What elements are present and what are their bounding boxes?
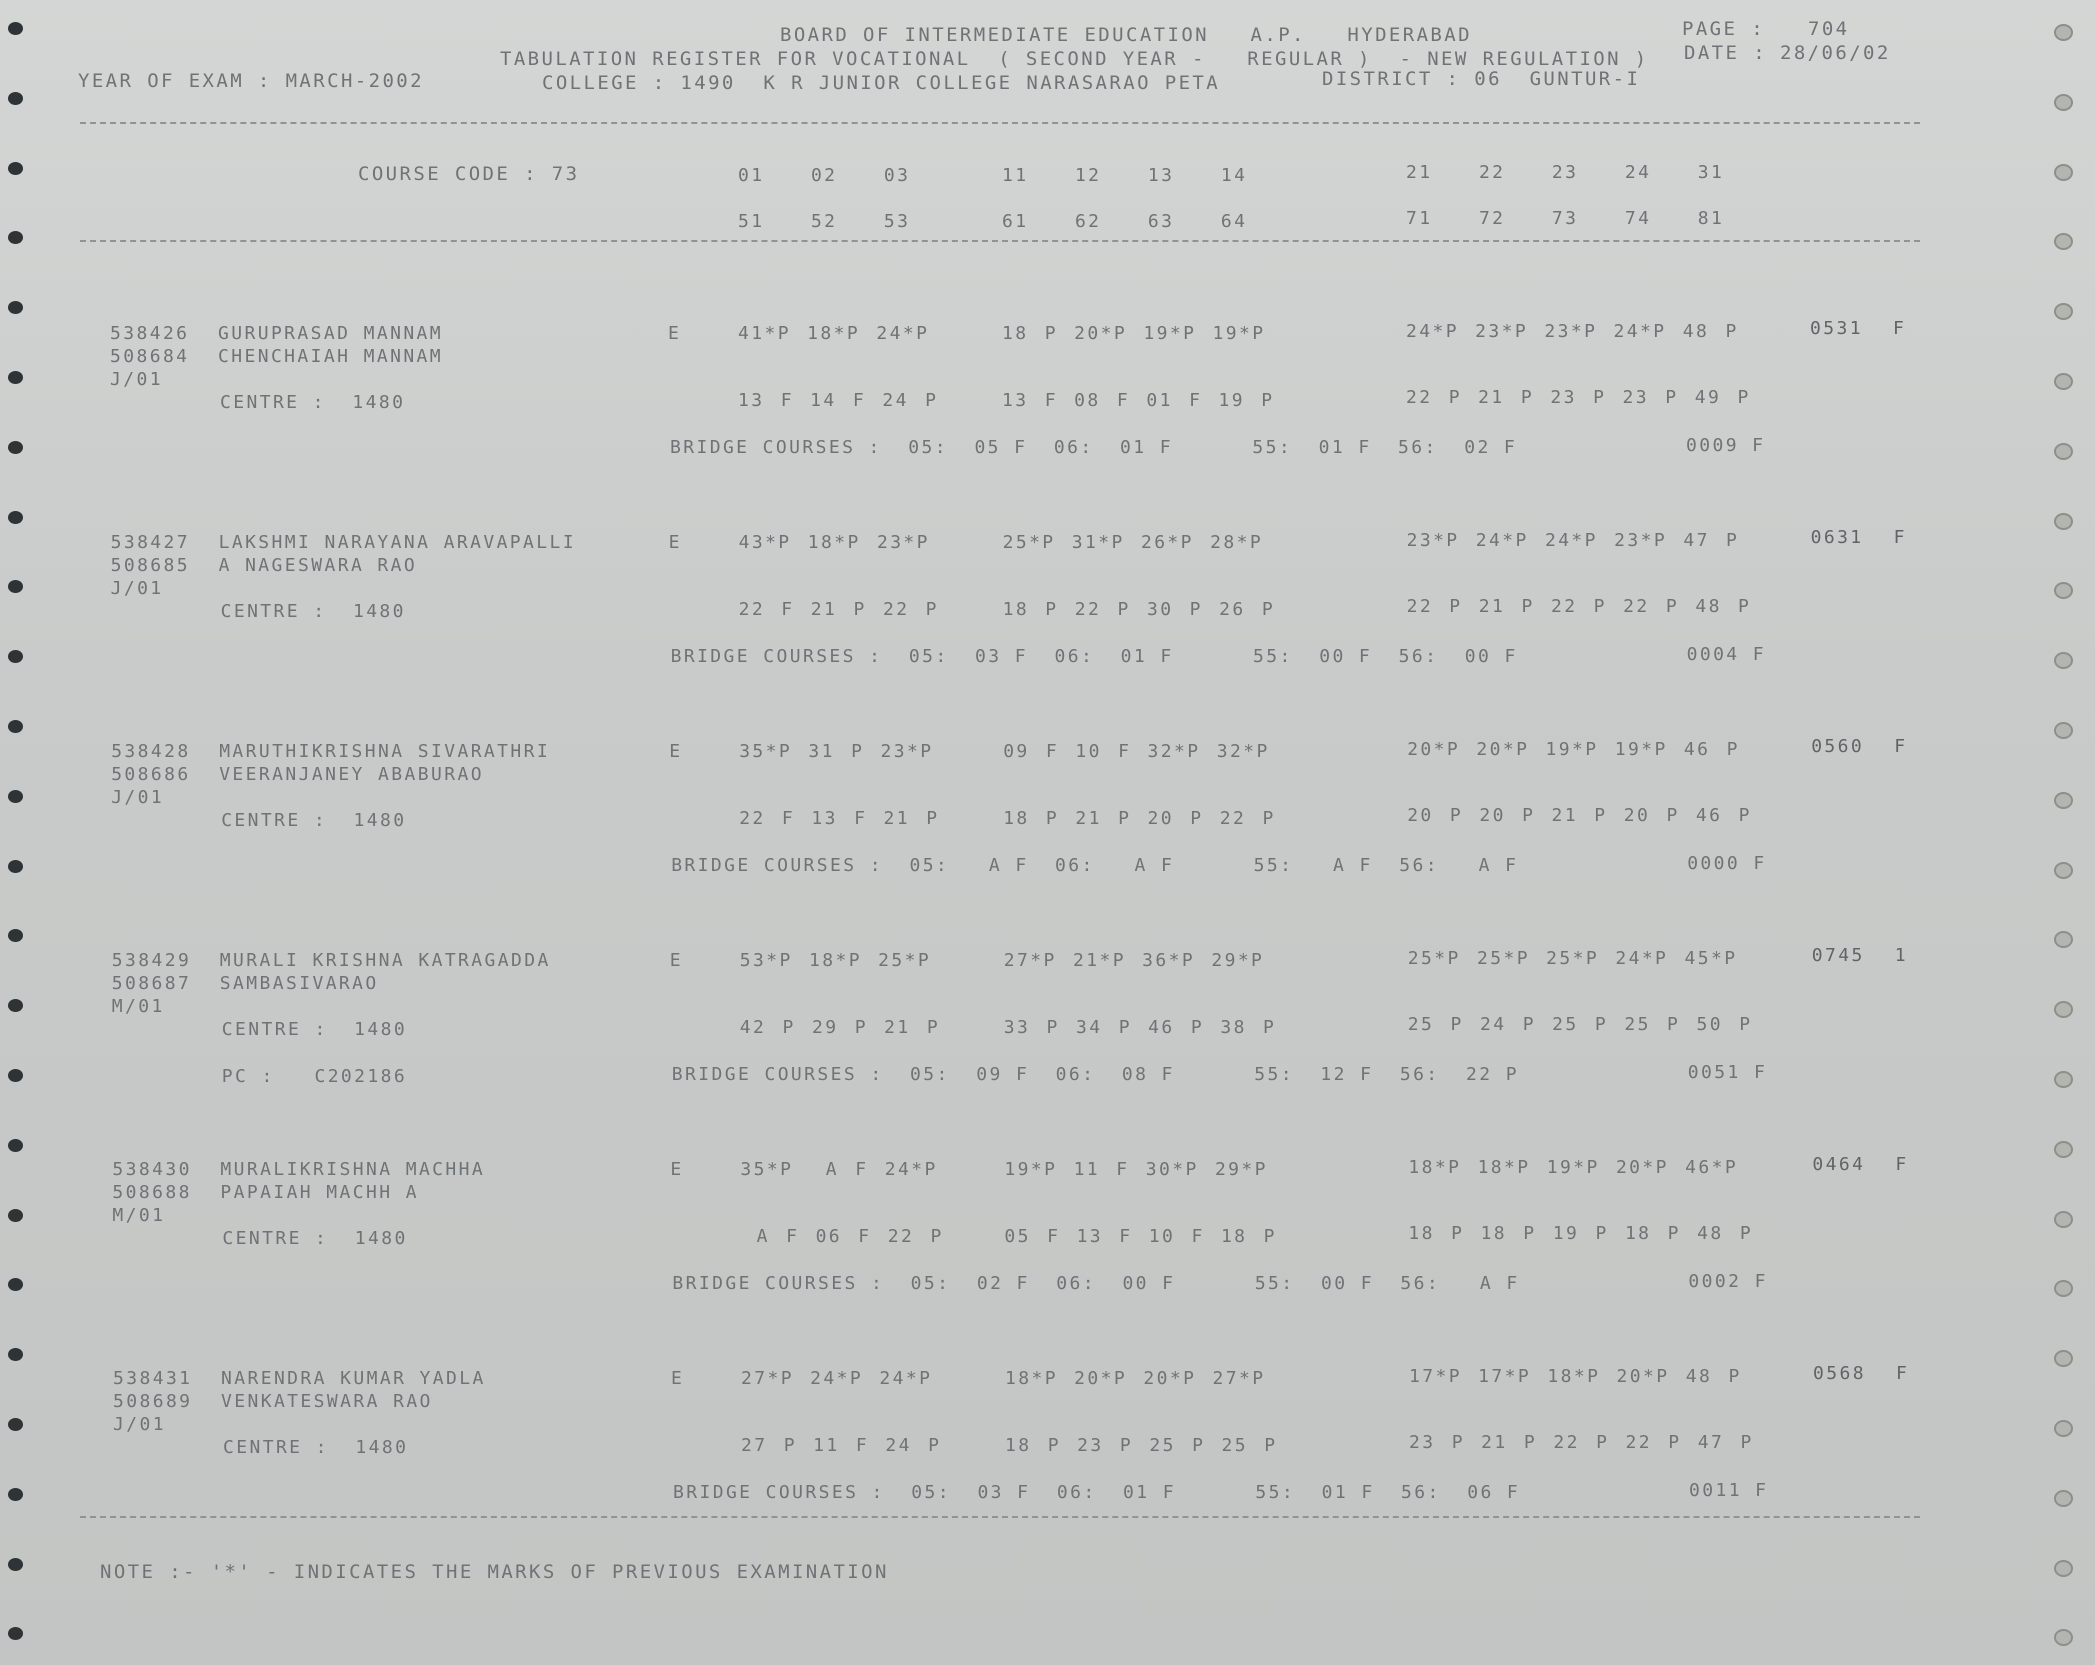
divider	[80, 240, 1920, 242]
marks-first-year-part3: 20*P 20*P 19*P 19*P 46 P	[1407, 739, 1740, 760]
result: F	[1896, 1363, 1910, 1384]
feed-hole	[8, 1488, 23, 1501]
feed-hole	[8, 231, 23, 244]
roll-number: 538428	[111, 741, 191, 762]
marks-second-year-part3: 20 P 20 P 21 P 20 P 46 P	[1407, 805, 1752, 826]
medium: E	[669, 741, 683, 762]
roll-number: 538427	[110, 532, 191, 553]
marks-first-year-part2: 27*P 21*P 36*P 29*P	[1003, 950, 1265, 971]
feed-hole	[2054, 1141, 2073, 1158]
date-label: DATE :	[1684, 42, 1768, 64]
footnote: NOTE :- '*' - INDICATES THE MARKS OF PREVIOUS EXAMINATION	[100, 1561, 889, 1583]
bridge-total: 0000 F	[1687, 853, 1767, 874]
marks-second-year-part2: 33 P 34 P 46 P 38 P	[1003, 1017, 1277, 1038]
roll-number: 538430	[112, 1159, 192, 1180]
bridge-courses: BRIDGE COURSES : 05: 05 F 06: 01 F 55: 01 F 56: 02 F	[670, 437, 1518, 458]
grand-total: 0631	[1810, 527, 1864, 548]
marks-second-year-part2: 18 P 22 P 30 P 26 P	[1002, 599, 1276, 620]
feed-hole	[2054, 373, 2073, 390]
medium: E	[668, 532, 682, 553]
feed-hole	[8, 790, 23, 803]
feed-hole	[8, 929, 23, 942]
feed-hole	[2054, 1629, 2073, 1646]
candidate-name: MURALI KRISHNA KATRAGADDA	[219, 950, 551, 971]
feed-hole	[2054, 303, 2073, 320]
centre: CENTRE : 1480	[222, 1228, 408, 1249]
bridge-courses: BRIDGE COURSES : 05: A F 06: A F 55: A F 56: A F	[671, 855, 1519, 876]
candidate-name: MURALIKRISHNA MACHHA	[220, 1159, 486, 1180]
result: 1	[1894, 945, 1909, 966]
exam-year: YEAR OF EXAM : MARCH-2002	[78, 70, 424, 92]
feed-hole	[2054, 1490, 2073, 1507]
father-name: PAPAIAH MACHH A	[220, 1182, 419, 1203]
feed-hole	[8, 1069, 23, 1082]
marks-first-year-part1: 41*P 18*P 24*P	[738, 323, 930, 344]
feed-hole	[2054, 1560, 2073, 1577]
feed-hole	[8, 92, 23, 105]
feed-hole	[8, 511, 23, 524]
page-number: 704	[1808, 18, 1850, 40]
feed-hole	[2054, 1280, 2073, 1297]
bridge-total: 0009 F	[1686, 435, 1766, 456]
page-label: PAGE :	[1682, 18, 1766, 40]
feed-hole	[2054, 24, 2073, 41]
registration-number: 508685	[110, 555, 191, 576]
feed-hole	[8, 371, 23, 384]
bridge-courses: BRIDGE COURSES : 05: 03 F 06: 01 F 55: 01 F 56: 06 F	[673, 1482, 1521, 1503]
feed-hole	[8, 999, 23, 1012]
group-code: J/01	[110, 369, 163, 390]
marks-second-year-part2: 13 F 08 F 01 F 19 P	[1002, 390, 1275, 411]
result: F	[1894, 736, 1908, 757]
marks-second-year-part3: 23 P 21 P 22 P 22 P 47 P	[1409, 1432, 1754, 1453]
marks-first-year-part1: 27*P 24*P 24*P	[741, 1368, 933, 1389]
marks-first-year-part3: 23*P 24*P 24*P 23*P 47 P	[1406, 530, 1740, 551]
marks-first-year-part1: 35*P 31 P 23*P	[739, 741, 934, 762]
bridge-total: 0051 F	[1687, 1062, 1768, 1083]
marks-first-year-part1: 43*P 18*P 23*P	[738, 532, 930, 553]
subject-codes-2c: 71 72 73 74 81	[1406, 208, 1725, 229]
group-code: M/01	[112, 1205, 166, 1226]
roll-number: 538426	[110, 323, 190, 344]
marks-first-year-part3: 17*P 17*P 18*P 20*P 48 P	[1409, 1366, 1742, 1387]
group-code: J/01	[111, 787, 165, 808]
marks-second-year-part2: 18 P 23 P 25 P 25 P	[1005, 1435, 1278, 1456]
group-code: J/01	[110, 578, 164, 599]
marks-second-year-part1: A F 06 F 22 P	[740, 1226, 944, 1247]
subject-codes-1b: 11 12 13 14	[1002, 165, 1248, 186]
feed-hole	[8, 650, 23, 663]
feed-hole	[2054, 1420, 2073, 1437]
divider	[80, 1516, 1920, 1518]
marks-first-year-part2: 18 P 20*P 19*P 19*P	[1002, 323, 1266, 344]
roll-number: 538431	[113, 1368, 193, 1389]
bridge-courses: BRIDGE COURSES : 05: 02 F 06: 00 F 55: 00 F 56: A F	[672, 1273, 1520, 1294]
feed-hole	[8, 1209, 23, 1222]
result: F	[1893, 527, 1907, 548]
divider	[80, 122, 1920, 124]
marks-first-year-part2: 19*P 11 F 30*P 29*P	[1004, 1159, 1268, 1180]
marks-second-year-part1: 22 F 13 F 21 P	[739, 808, 940, 829]
feed-hole	[8, 22, 23, 35]
registration-number: 508688	[112, 1182, 192, 1203]
centre: CENTRE : 1480	[221, 1019, 408, 1040]
candidate-name: GURUPRASAD MANNAM	[218, 323, 444, 344]
feed-hole	[2054, 931, 2073, 948]
candidate-name: NARENDRA KUMAR YADLA	[221, 1368, 486, 1389]
pc-number: PC : C202186	[221, 1066, 408, 1087]
group-code: J/01	[113, 1414, 166, 1435]
father-name: SAMBASIVARAO	[219, 973, 379, 994]
centre: CENTRE : 1480	[220, 601, 406, 622]
feed-hole	[2054, 233, 2073, 250]
feed-hole	[2054, 1350, 2073, 1367]
registration-number: 508686	[111, 764, 191, 785]
marks-first-year-part1: 53*P 18*P 25*P	[739, 950, 932, 971]
college-info: COLLEGE : 1490 K R JUNIOR COLLEGE NARASARAO PETA	[542, 72, 1221, 94]
subject-codes-1c: 21 22 23 24 31	[1406, 162, 1725, 183]
marks-second-year-part1: 22 F 21 P 22 P	[738, 599, 939, 620]
register-title: TABULATION REGISTER FOR VOCATIONAL ( SECOND YEAR - REGULAR ) - NEW REGULATION )	[500, 48, 1649, 70]
feed-hole	[2054, 862, 2073, 879]
marks-second-year-part3: 22 P 21 P 23 P 23 P 49 P	[1406, 387, 1751, 408]
marks-first-year-part2: 09 F 10 F 32*P 32*P	[1003, 741, 1270, 762]
subject-codes-2a: 51 52 53	[738, 211, 911, 232]
feed-hole	[8, 580, 23, 593]
marks-first-year-part1: 35*P A F 24*P	[740, 1159, 938, 1180]
bridge-total: 0004 F	[1686, 644, 1767, 665]
result: F	[1893, 318, 1907, 339]
feed-hole	[8, 860, 23, 873]
feed-hole	[8, 720, 23, 733]
marks-second-year-part1: 27 P 11 F 24 P	[741, 1435, 942, 1456]
result: F	[1895, 1154, 1909, 1175]
medium: E	[668, 323, 682, 344]
feed-hole	[8, 1139, 23, 1152]
bridge-courses: BRIDGE COURSES : 05: 09 F 06: 08 F 55: 12 F 56: 22 P	[671, 1064, 1519, 1085]
feed-hole	[2054, 1071, 2073, 1088]
date-value: 28/06/02	[1780, 42, 1891, 64]
medium: E	[671, 1368, 685, 1389]
grand-total: 0745	[1811, 945, 1865, 966]
grand-total: 0464	[1812, 1154, 1866, 1175]
right-feed-holes	[2048, 0, 2088, 1665]
marks-first-year-part3: 24*P 23*P 23*P 24*P 48 P	[1406, 321, 1739, 342]
father-name: VENKATESWARA RAO	[221, 1391, 433, 1412]
father-name: A NAGESWARA RAO	[218, 555, 418, 576]
father-name: VEERANJANEY ABABURAO	[219, 764, 484, 785]
marks-second-year-part1: 13 F 14 F 24 P	[738, 390, 939, 411]
course-code: COURSE CODE : 73	[358, 163, 580, 185]
feed-hole	[8, 162, 23, 175]
centre: CENTRE : 1480	[223, 1437, 409, 1458]
marks-second-year-part1: 42 P 29 P 21 P	[739, 1017, 941, 1038]
marks-second-year-part3: 18 P 18 P 19 P 18 P 48 P	[1408, 1223, 1754, 1244]
feed-hole	[2054, 652, 2073, 669]
marks-second-year-part3: 22 P 21 P 22 P 22 P 48 P	[1406, 596, 1752, 617]
feed-hole	[2054, 94, 2073, 111]
marks-first-year-part3: 25*P 25*P 25*P 24*P 45*P	[1407, 948, 1738, 969]
bridge-total: 0002 F	[1688, 1271, 1768, 1292]
medium: E	[669, 950, 684, 971]
feed-hole	[2054, 164, 2073, 181]
feed-hole	[2054, 582, 2073, 599]
marks-second-year-part3: 25 P 24 P 25 P 25 P 50 P	[1407, 1014, 1753, 1035]
centre: CENTRE : 1480	[220, 392, 406, 413]
bridge-total: 0011 F	[1689, 1480, 1769, 1501]
grand-total: 0531	[1810, 318, 1863, 339]
feed-hole	[8, 301, 23, 314]
grand-total: 0568	[1813, 1363, 1866, 1384]
marks-first-year-part3: 18*P 18*P 19*P 20*P 46*P	[1408, 1157, 1739, 1178]
registration-number: 508684	[110, 346, 190, 367]
group-code: M/01	[111, 996, 165, 1017]
roll-number: 538429	[111, 950, 192, 971]
board-title: BOARD OF INTERMEDIATE EDUCATION A.P. HYDERABAD	[780, 24, 1472, 46]
marks-first-year-part2: 25*P 31*P 26*P 28*P	[1002, 532, 1264, 553]
centre: CENTRE : 1480	[221, 810, 407, 831]
district-info: DISTRICT : 06 GUNTUR-I	[1322, 68, 1641, 90]
marks-first-year-part2: 18*P 20*P 20*P 27*P	[1005, 1368, 1266, 1389]
feed-hole	[2054, 1001, 2073, 1018]
registration-number: 508689	[113, 1391, 193, 1412]
feed-hole	[2054, 513, 2073, 530]
feed-hole	[2054, 443, 2073, 460]
feed-hole	[8, 1278, 23, 1291]
marks-second-year-part2: 05 F 13 F 10 F 18 P	[1004, 1226, 1277, 1247]
feed-hole	[8, 1418, 23, 1431]
feed-hole	[2054, 792, 2073, 809]
bridge-courses: BRIDGE COURSES : 05: 03 F 06: 01 F 55: 00 F 56: 00 F	[670, 646, 1518, 667]
subject-codes-1a: 01 02 03	[738, 165, 911, 186]
candidate-name: LAKSHMI NARAYANA ARAVAPALLI	[218, 532, 576, 553]
feed-hole	[2054, 722, 2073, 739]
subject-codes-2b: 61 62 63 64	[1002, 211, 1248, 232]
father-name: CHENCHAIAH MANNAM	[218, 346, 444, 367]
medium: E	[670, 1159, 684, 1180]
feed-hole	[8, 1558, 23, 1571]
grand-total: 0560	[1811, 736, 1865, 757]
feed-hole	[8, 441, 23, 454]
registration-number: 508687	[111, 973, 192, 994]
marks-second-year-part2: 18 P 21 P 20 P 22 P	[1003, 808, 1276, 829]
left-feed-holes	[2, 0, 42, 1665]
candidate-name: MARUTHIKRISHNA SIVARATHRI	[219, 741, 551, 762]
feed-hole	[8, 1627, 23, 1640]
feed-hole	[8, 1348, 23, 1361]
feed-hole	[2054, 1211, 2073, 1228]
